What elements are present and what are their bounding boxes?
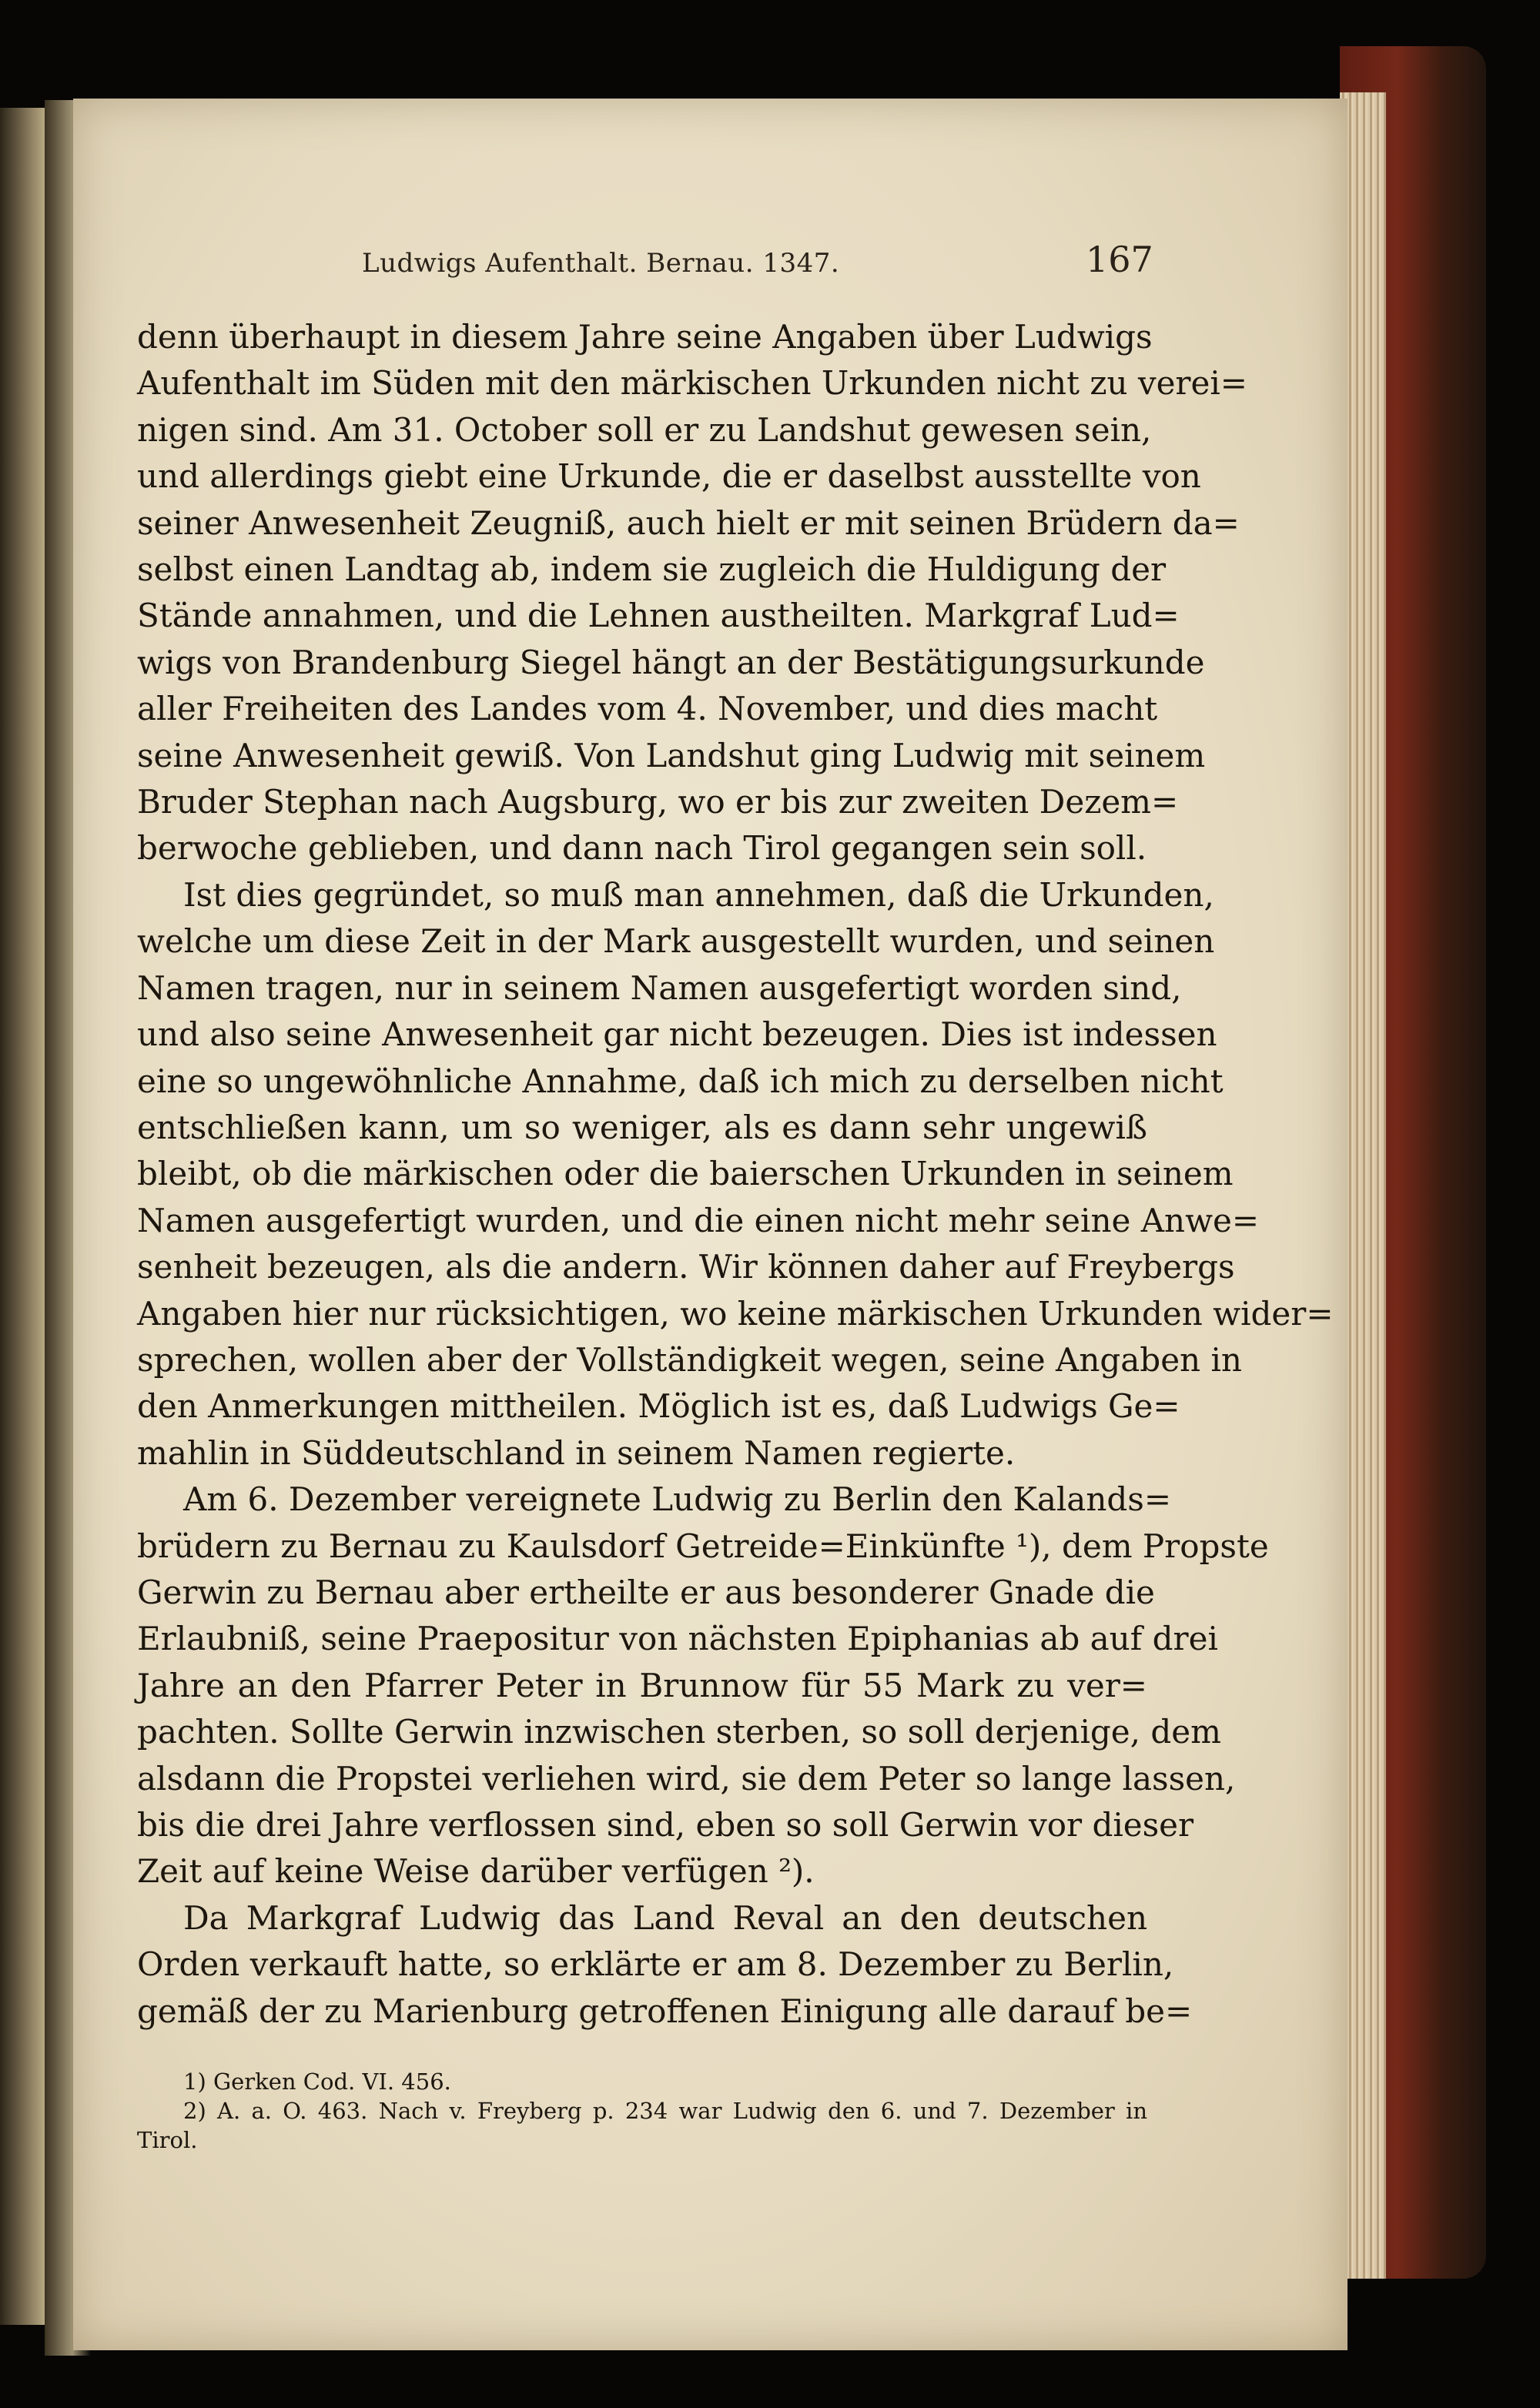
text-line: berwoche geblieben, und dann nach Tirol gegangen sein soll. [137, 829, 1147, 868]
text-line: Stände annahmen, und die Lehnen austheilten. Markgraf Lud= [137, 597, 1180, 635]
text-line: nigen sind. Am 31. October soll er zu Landshut gewesen sein, [137, 410, 1152, 449]
text-line: Namen ausgefertigt wurden, und die einen nicht mehr seine Anwe= [137, 1201, 1260, 1239]
footnote: 1) Gerken Cod. VI. 456. [183, 2069, 451, 2095]
text-line: brüdern zu Bernau zu Kaulsdorf Getreide=Einkünfte ¹), dem Propste [137, 1527, 1269, 1565]
text-line: alsdann die Propstei verliehen wird, sie dem Peter so lange lassen, [137, 1759, 1236, 1798]
text-line: welche um diese Zeit in der Mark ausgestellt wurden, und seinen [137, 922, 1215, 961]
footnotes [137, 2067, 1147, 2155]
text-line: gemäß der zu Marienburg getroffenen Einigung alle darauf be= [137, 1992, 1193, 2030]
left-page-edge [0, 108, 45, 2325]
text-line: seine Anwesenheit gewiß. Von Landshut ging Ludwig mit seinem [137, 736, 1206, 774]
text-line: bleibt, ob die märkischen oder die baierschen Urkunden in seinem [137, 1155, 1234, 1193]
text-line: Namen tragen, nur in seinem Namen ausgefertigt worden sind, [137, 968, 1182, 1007]
text-line: denn überhaupt in diesem Jahre seine Angaben über Ludwigs [137, 318, 1153, 356]
page-number: 167 [1086, 239, 1153, 280]
text-line: Da Markgraf Ludwig das Land Reval an den deutschen [183, 1898, 1147, 1937]
text-line: Angaben hier nur rücksichtigen, wo keine märkischen Urkunden wider= [137, 1294, 1334, 1333]
footnote-continuation: Tirol. [137, 2127, 198, 2153]
text-line: aller Freiheiten des Landes vom 4. November, und dies macht [137, 690, 1158, 728]
text-line: Erlaubniß, seine Praepositur von nächsten Epiphanias ab auf drei [137, 1620, 1218, 1658]
text-line: Am 6. Dezember vereignete Ludwig zu Berlin den Kalands= [183, 1480, 1172, 1519]
text-line: Orden verkauft hatte, so erklärte er am 8. Dezember zu Berlin, [137, 1945, 1174, 1984]
text-line: Gerwin zu Bernau aber ertheilte er aus besonderer Gnade die [137, 1573, 1155, 1611]
text-line: wigs von Brandenburg Siegel hängt an der Bestätigungsurkunde [137, 643, 1205, 681]
text-line: entschließen kann, um so weniger, als es dann sehr ungewiß [137, 1108, 1147, 1146]
text-line: Zeit auf keine Weise darüber verfügen ²). [137, 1852, 815, 1891]
text-line: pachten. Sollte Gerwin inzwischen sterben, so soll derjenige, dem [137, 1713, 1221, 1751]
text-line: eine so ungewöhnliche Annahme, daß ich mich zu derselben nicht [137, 1062, 1224, 1100]
body-text [137, 314, 1334, 2035]
text-line: Ist dies gegründet, so muß man annehmen, daß die Urkunden, [183, 875, 1214, 914]
text-line: und allerdings giebt eine Urkunde, die er daselbst ausstellte von [137, 457, 1201, 496]
running-head: Ludwigs Aufenthalt. Bernau. 1347. [362, 248, 840, 279]
text-line: den Anmerkungen mittheilen. Möglich ist es, daß Ludwigs Ge= [137, 1387, 1180, 1426]
text-line: senheit bezeugen, als die andern. Wir können daher auf Freybergs [137, 1248, 1235, 1286]
text-line: Jahre an den Pfarrer Peter in Brunnow für 55 Mark zu ver= [137, 1666, 1147, 1704]
text-line: seiner Anwesenheit Zeugniß, auch hielt er mit seinen Brüdern da= [137, 503, 1240, 542]
text-line: selbst einen Landtag ab, indem sie zugleich die Huldigung der [137, 550, 1167, 589]
text-line: sprechen, wollen aber der Vollständigkeit wegen, seine Angaben in [137, 1340, 1242, 1379]
text-line: und also seine Anwesenheit gar nicht bezeugen. Dies ist indessen [137, 1015, 1217, 1054]
footnote: 2) A. a. O. 463. Nach v. Freyberg p. 234 war Ludwig den 6. und 7. Dezember in [183, 2098, 1147, 2124]
text-line: Bruder Stephan nach Augsburg, wo er bis zur zweiten Dezem= [137, 783, 1179, 821]
text-line: bis die drei Jahre verflossen sind, eben so soll Gerwin vor dieser [137, 1806, 1194, 1844]
text-line: mahlin in Süddeutschland in seinem Namen regierte. [137, 1433, 1016, 1472]
text-line: Aufenthalt im Süden mit den märkischen Urkunden nicht zu verei= [137, 364, 1247, 403]
